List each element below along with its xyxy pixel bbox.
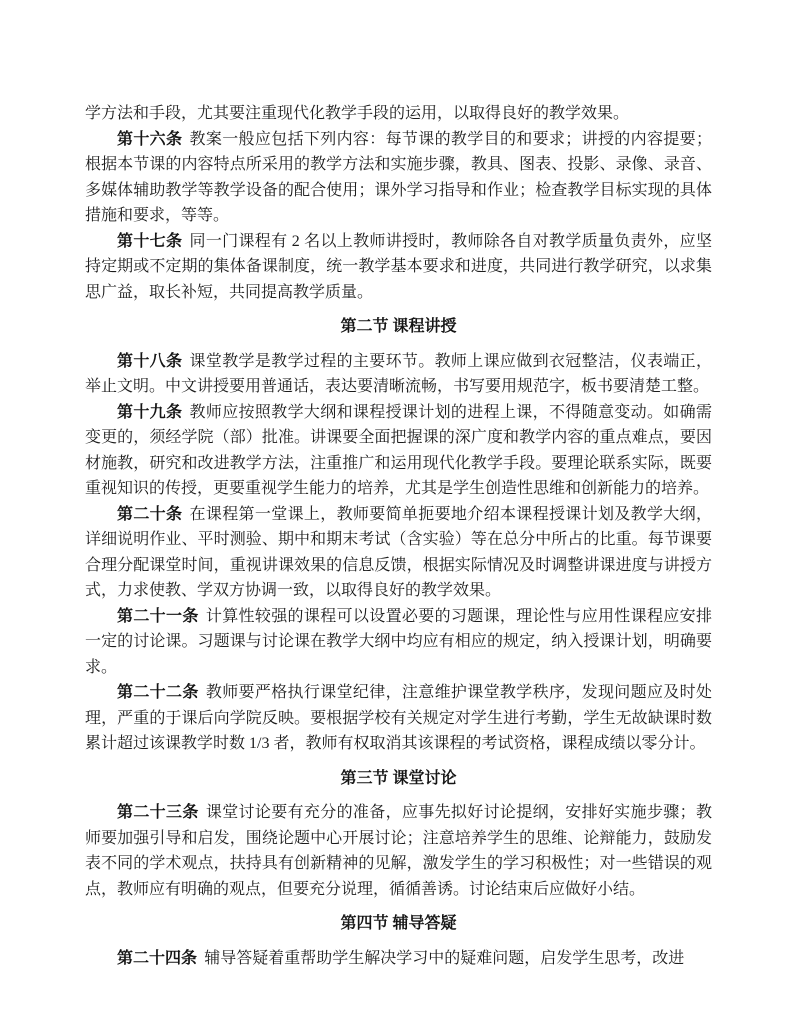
article-text: 课堂讨论要有充分的准备，应事先拟好讨论提纲，安排好实施步骤；教师要加强引导和启发，围绕论题中心开展讨论；注意培养学生的思维、论辩能力，鼓励发表不同的学术观点，扶持具有创新精神的见解，激发学生的学习积极性；对一些错误的观点，教师应有明确的观点，但要充分说理，循循善诱。讨论结束后应做好小结。 [85, 804, 712, 898]
article-text: 教案一般应包括下列内容：每节课的教学目的和要求；讲授的内容提要；根据本节课的内容特点所采用的教学方法和实施步骤，教具、图表、投影、录像、录音、多媒体辅助教学等教学设备的配合使用；课外学习指导和作业；检查教学目标实现的具体措施和要求，等等。 [85, 130, 712, 224]
article-paragraph [85, 127, 712, 229]
article-paragraph [85, 946, 712, 972]
paragraph-continuation: 学方法和手段，尤其要注重现代化教学手段的运用，以取得良好的教学效果。 [85, 105, 630, 122]
article-text: 辅导答疑着重帮助学生解决学习中的疑难问题，启发学生思考，改进 [204, 949, 685, 967]
article-number: 第二十一条 [117, 607, 199, 625]
article-paragraph [85, 680, 712, 757]
section-heading: 第三节 课堂讨论 [340, 769, 457, 787]
article-number: 第二十条 [117, 505, 183, 523]
article-number: 第二十四条 [117, 949, 198, 967]
article-text: 教师应按照教学大纲和课程授课计划的进程上课，不得随意变动。如确需变更的，须经学院（部）批准。讲课要全面把握课的深广度和教学内容的重点难点，要因材施教，研究和改进教学方法，注重推广和运用现代化教学手段。要理论联系实际，既要重视知识的传授，更要重视学生能力的培养，尤其是学生创造性思维和创新能力的培养。 [85, 403, 712, 497]
article-number: 第十六条 [117, 130, 183, 148]
article-paragraph [85, 400, 712, 502]
article-paragraph [85, 229, 712, 306]
article-text: 课堂教学是教学过程的主要环节。教师上课应做到衣冠整洁，仪表端正，举止文明。中文讲授要用普通话，表达要清晰流畅，书写要用规范字，板书要清楚工整。 [85, 352, 712, 395]
article-paragraph [85, 349, 712, 400]
article-text: 计算性较强的课程可以设置必要的习题课，理论性与应用性课程应安排一定的讨论课。习题课与讨论课在教学大纲中均应有相应的规定，纳入授课计划，明确要求。 [85, 607, 712, 676]
article-paragraph [85, 800, 712, 902]
article-text: 同一门课程有 2 名以上教师讲授时，教师除各自对教学质量负责外，应坚持定期或不定期的集体备课制度，统一教学基本要求和进度，共同进行教学研究，以求集思广益，取长补短，共同提高教学质量。 [85, 232, 712, 301]
article-number: 第二十二条 [117, 684, 199, 701]
article-number: 第十九条 [117, 403, 183, 421]
article-text: 教师要严格执行课堂纪律，注意维护课堂教学秩序，发现问题应及时处理，严重的于课后向学院反映。要根据学校有关规定对学生进行考勤，学生无故缺课时数累计超过该课教学时数 1/3 者，教师有权取消其该课程的考试资格，课程成绩以零分计。 [85, 684, 712, 752]
section-heading: 第二节 课程讲授 [340, 318, 457, 335]
article-paragraph [85, 604, 712, 681]
article-number: 第二十三条 [117, 804, 199, 821]
article-text: 在课程第一堂课上，教师要简单扼要地介绍本课程授课计划及教学大纲，详细说明作业、平时测验、期中和期末考试（含实验）等在总分中所占的比重。每节课要合理分配课堂时间，重视讲课效果的信息反馈，根据实际情况及时调整讲课进度与讲授方式，力求使教、学双方协调一致，以取得良好的教学效果。 [85, 505, 712, 599]
article-number: 第十七条 [117, 232, 183, 250]
article-number: 第十八条 [117, 352, 183, 370]
article-paragraph [85, 502, 712, 604]
section-heading: 第四节 辅导答疑 [340, 915, 457, 932]
